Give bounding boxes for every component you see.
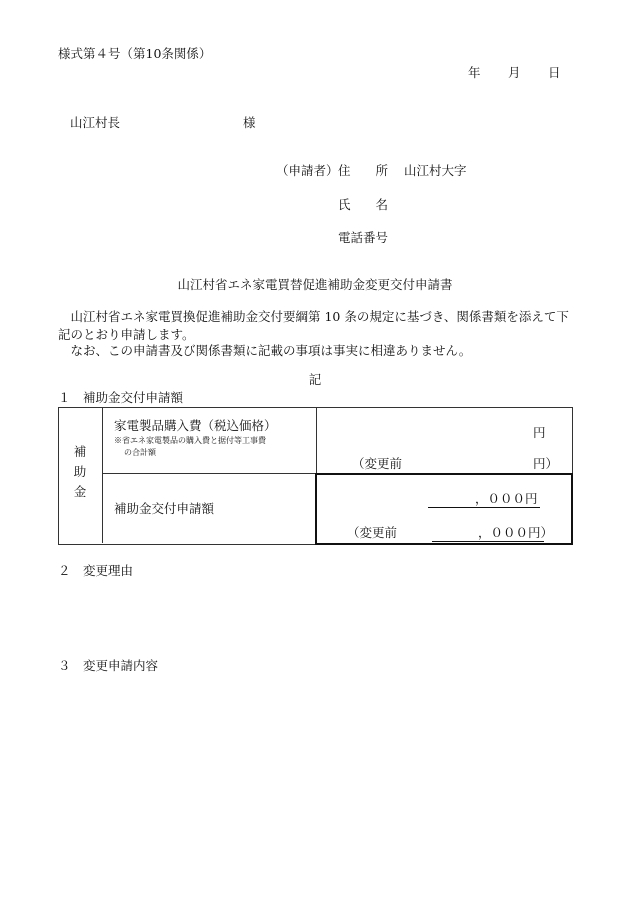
purchase-cost-note-2: の合計額 (124, 448, 156, 457)
purchase-cost-label: 家電製品購入費（税込価格） (114, 418, 277, 433)
date-year-label: 年 (468, 65, 481, 80)
section-2-heading: ２ 変更理由 (58, 563, 134, 578)
document-title: 山江村省エネ家電買替促進補助金変更交付申請書 (177, 277, 453, 292)
purchase-cost-prev-label: （変更前 (352, 456, 403, 471)
table-divider-side (102, 407, 103, 543)
subsidy-amount-value: ，０００円 (475, 491, 538, 506)
phone-label: 電話番号 (338, 230, 389, 245)
subsidy-prev-label: （変更前 (347, 525, 398, 540)
addressee-name: 山江村長 (70, 115, 121, 130)
table-divider-row (102, 473, 316, 474)
section-1-heading: １ 補助金交付申請額 (58, 390, 184, 405)
addressee-honorific: 様 (243, 115, 256, 130)
purchase-cost-prev-unit: 円） (533, 456, 559, 471)
body-paragraph-2: なお、この申請書及び関係書類に記載の事項は事実に相違ありません。 (70, 343, 472, 358)
table-side-label: 補 助 金 (73, 444, 87, 499)
subsidy-prev-underline (432, 541, 544, 542)
date-day-label: 日 (548, 65, 561, 80)
subsidy-prev-amount: ，０００円） (478, 525, 554, 540)
applicant-prefix: （申請者） (276, 163, 339, 178)
address-value: 山江村大字 (404, 163, 467, 178)
purchase-cost-note-1: ※省エネ家電製品の購入費と据付等工事費 (114, 436, 266, 445)
date-month-label: 月 (508, 65, 521, 80)
ki-heading: 記 (308, 372, 322, 387)
table-divider-col (316, 407, 317, 473)
purchase-cost-unit: 円 (533, 425, 546, 440)
name-label: 氏 名 (338, 197, 389, 212)
subsidy-amount-underline (428, 507, 540, 508)
section-3-heading: ３ 変更申請内容 (58, 658, 159, 673)
subsidy-amount-label: 補助金交付申請額 (114, 501, 215, 516)
body-paragraph-1: 山江村省エネ家電買換促進補助金交付要綱第 10 条の規定に基づき、関係書類を添えて下記のとおり申請します。 (58, 309, 569, 343)
address-label: 住 所 (338, 163, 389, 178)
form-number: 様式第４号（第10条関係） (58, 46, 212, 61)
